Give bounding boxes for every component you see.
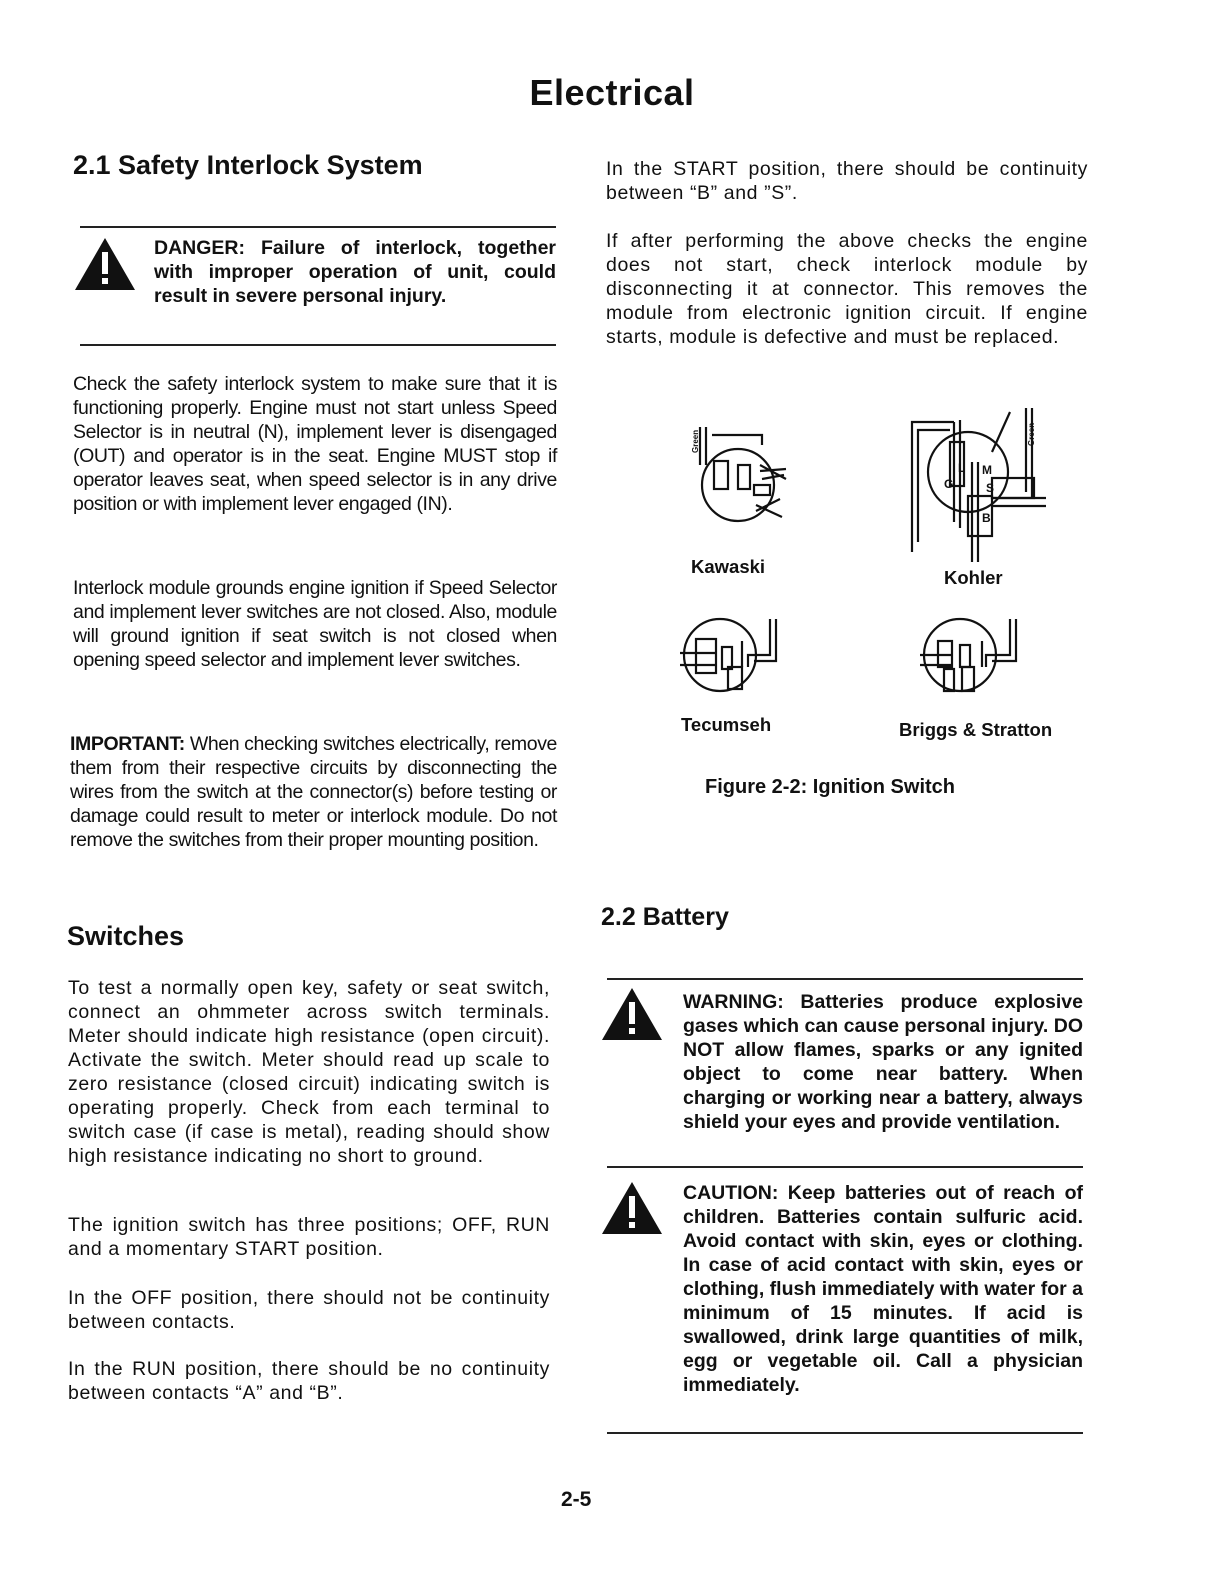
off-position-paragraph: In the OFF position, there should not be continuity between contacts. (68, 1287, 550, 1333)
battery-warning-icon (600, 986, 664, 1042)
kohler-green-label: Green (1027, 422, 1036, 446)
battery-caution-notice: CAUTION: Keep batteries out of reach of children. Batteries contain sulfuric acid. Avoid contact with skin, eyes or clothing. In case of acid contact with skin, eyes or clothing, flush immediately with water for a minimum of 15 minutes. If acid is swallowed, drink large quantities of milk, egg or vegetable oil. Call a physician immediately. (683, 1182, 1083, 1396)
switches-heading: Switches (67, 921, 185, 951)
section-heading-battery: 2.2 Battery (601, 903, 729, 931)
start-position-paragraph: In the START position, there should be continuity between “B” and ”S”. (606, 158, 1088, 204)
figure-caption: Figure 2-2: Ignition Switch (705, 776, 955, 798)
module-check-paragraph: If after performing the above checks the engine does not start, check interlock module by disconnecting it at connector. This removes the module from electronic ignition circuit. If engine starts, module is defective and must be replaced. (606, 230, 1088, 348)
danger-bottom-rule (80, 344, 556, 346)
kawaski-green-label: Green (691, 429, 700, 453)
kohler-switch-diagram (906, 402, 1056, 562)
caution-top-rule (607, 1166, 1083, 1168)
danger-warning-icon (73, 236, 137, 292)
kohler-terminal-g: G (944, 477, 954, 491)
battery-caution-icon (600, 1180, 664, 1236)
kawaski-switch-diagram (690, 425, 800, 525)
interlock-module-paragraph: Interlock module grounds engine ignition if Speed Selector and implement lever switches are not closed. Also, module will ground ignition if seat switch is not closed when opening speed selector and implement lever switches. (73, 577, 557, 671)
kohler-terminal-b: B (982, 511, 991, 525)
important-paragraph (70, 732, 557, 852)
interlock-check-paragraph: Check the safety interlock system to make sure that it is functioning properly. Engine must not start unless Speed Selector is in neutral (N), implement lever is disengaged (OUT) and operator is in the seat. Engine MUST stop if operator leaves seat, when speed selector is in any drive position or with implement lever engaged (IN). (73, 373, 557, 515)
briggs-label: Briggs & Stratton (899, 719, 1053, 740)
tecumseh-label: Tecumseh (681, 714, 772, 735)
danger-top-rule (80, 226, 556, 228)
danger-notice: DANGER: Failure of interlock, together with improper operation of unit, could result in severe personal injury. (154, 237, 556, 307)
page-title: Electrical (529, 72, 695, 113)
caution-bottom-rule (607, 1432, 1083, 1434)
run-position-paragraph: In the RUN position, there should be no continuity between contacts “A” and “B”. (68, 1358, 550, 1404)
warning-top-rule (607, 978, 1083, 980)
switch-test-paragraph: To test a normally open key, safety or seat switch, connect an ohmmeter across switch terminals. Meter should indicate high resistance (open circuit). Activate the switch. Meter should read up scale to zero resistance (closed circuit) indicating switch is operating properly. Check from each terminal to switch case (if case is metal), reading should show high resistance indicating no short to ground. (68, 977, 550, 1167)
kawaski-label: Kawaski (691, 556, 766, 577)
important-label: IMPORTANT: (70, 733, 185, 755)
kohler-terminal-s: S (986, 481, 995, 495)
kohler-terminal-m: M (982, 463, 992, 477)
section-heading-safety-interlock: 2.1 Safety Interlock System (73, 150, 423, 180)
ignition-positions-paragraph: The ignition switch has three positions; OFF, RUN and a momentary START position. (68, 1214, 550, 1260)
kohler-terminal-l: L (958, 461, 966, 475)
important-text: When checking switches electrically, remove them from their respective circuits by disconnecting the wires from the switch at the connector(s) before testing or damage could result to meter or interlock module. Do not remove the switches from their proper mounting position. (70, 733, 557, 851)
kohler-label: Kohler (944, 567, 1003, 588)
battery-warning-notice: WARNING: Batteries produce explosive gases which can cause personal injury. DO NOT allow flames, sparks or any ignited object to come near battery. When charging or working near a battery, always shield your eyes and provide ventilation. (683, 991, 1083, 1133)
tecumseh-switch-diagram (676, 611, 786, 701)
page-number: 2-5 (561, 1488, 592, 1511)
briggs-switch-diagram (916, 611, 1026, 701)
